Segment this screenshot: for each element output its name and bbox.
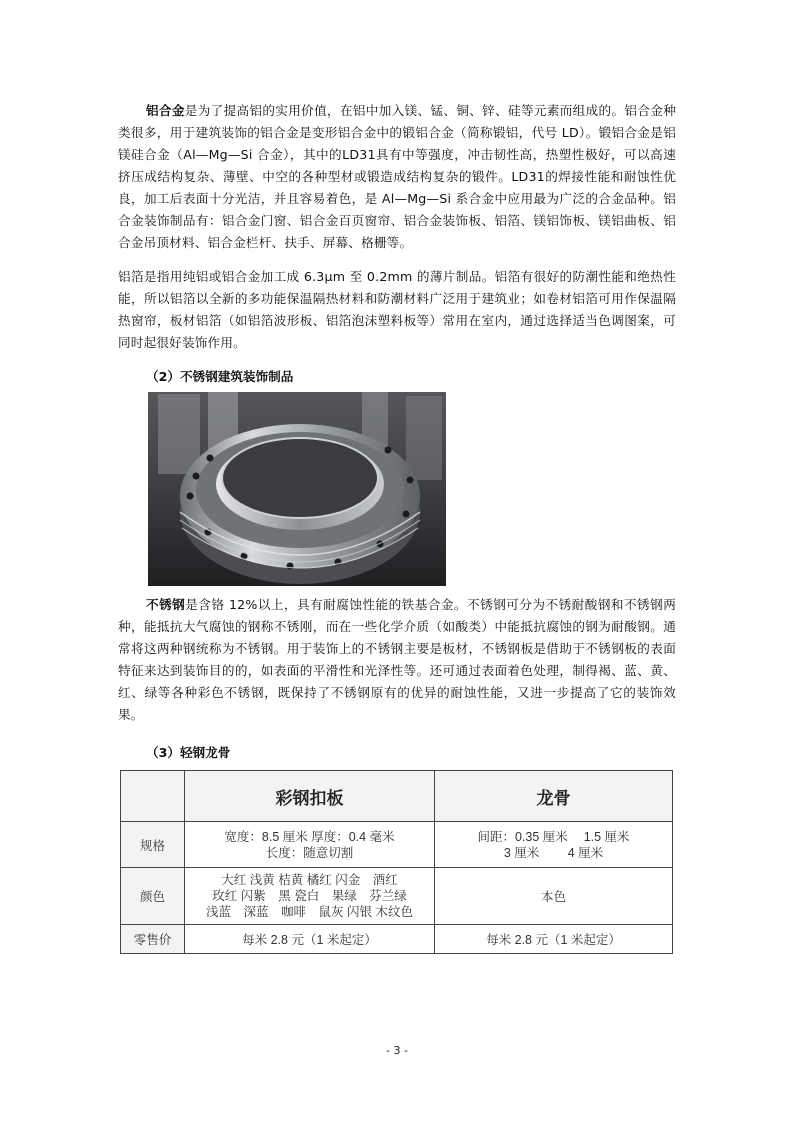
- row-label-color: 颜色: [121, 868, 185, 925]
- panel-color-line: 大红 浅黄 桔黄 橘红 闪金 酒红: [221, 873, 398, 887]
- row-label-price: 零售价: [121, 925, 185, 954]
- stainless-paragraph: [118, 594, 676, 726]
- panel-price-cell: 每米 2.8 元（1 米起定）: [185, 925, 435, 954]
- table-header-row: [121, 771, 673, 822]
- panel-spec-line: 宽度：8.5 厘米 厚度：0.4 毫米: [224, 829, 395, 844]
- table-header-keel: 龙骨: [435, 771, 673, 822]
- table-row: [121, 925, 673, 954]
- section-3-heading: （3）轻钢龙骨: [146, 745, 231, 760]
- aluminum-body: 是为了提高铝的实用价值，在铝中加入镁、锰、铜、锌、硅等元素而组成的。铝合金种类很多，用于建筑装饰的铝合金是变形铝合金中的锻铝合金（简称锻铝，代号 LD）。锻铝合金是铝镁硅合金（Al—Mg—Si 合金），其中的LD31具有中等强度，冲击韧性高，热塑性极好，可以高速挤压成结构复杂、薄壁、中空的各种型材或锻造成结构复杂的锻件。LD31的焊接性能和耐蚀性优良，加工后表面十分光洁，并且容易着色，是 Al—Mg—Si 系合金中应用最为广泛的合金品种。铝合金装饰制品有：铝合金门窗、铝合金百页窗帘、铝合金装饰板、铝箔、镁铝饰板、镁铝曲板、铝合金吊顶材料、铝合金栏杆、扶手、屏幕、格栅等。: [118, 103, 676, 250]
- keel-color-cell: 本色: [435, 868, 673, 925]
- foil-paragraph: 铝箔是指用纯铝或铝合金加工成 6.3μm 至 0.2mm 的薄片制品。铝箔有很好的防潮性能和绝热性能，所以铝箔以全新的多功能保温隔热材料和防潮材料广泛用于建筑业；如卷材铝箔可用作保温隔热窗帘，板材铝箔（如铝箔波形板、铝箔泡沫塑料板等）常用在室内，通过选择适当色调图案，可同时起很好装饰作用。: [118, 269, 676, 350]
- stainless-term: 不锈钢: [146, 597, 186, 612]
- page-number: - 3 -: [386, 1044, 408, 1057]
- aluminum-paragraph: [118, 100, 676, 254]
- aluminum-term: 铝合金: [146, 103, 185, 118]
- row-label-spec: 规格: [121, 822, 185, 868]
- panel-color-line: 浅蓝 深蓝 咖啡 鼠灰 闪银 木纹色: [206, 905, 413, 919]
- panel-color-line: 玫红 闪紫 黑 瓷白 果绿 芬兰绿: [212, 889, 407, 903]
- stainless-body: 是含铬 12%以上，具有耐腐蚀性能的铁基合金。不锈钢可分为不锈耐酸钢和不锈钢两种，能抵抗大气腐蚀的钢称不锈刚，而在一些化学介质（如酸类）中能抵抗腐蚀的钢为耐酸钢。通常将这两种钢统称为不锈钢。用于装饰上的不锈钢主要是板材，不锈钢板是借助于不锈钢板的表面特征来达到装饰目的的，如表面的平滑性和光泽性等。还可通过表面着色处理，制得褐、蓝、黄、红、绿等各种彩色不锈钢，既保持了不锈钢原有的优异的耐蚀性能，又进一步提高了它的装饰效果。: [118, 597, 676, 722]
- keel-price-table: [120, 770, 673, 954]
- keel-spec-cell: [435, 822, 673, 868]
- table-row: [121, 822, 673, 868]
- keel-spec-line: 间距：0.35 厘米 1.5 厘米: [477, 829, 630, 844]
- keel-spec-line: 3 厘米 4 厘米: [503, 845, 604, 860]
- panel-spec-line: 长度：随意切割: [265, 845, 354, 860]
- panel-color-cell: [185, 868, 435, 925]
- panel-spec-cell: [185, 822, 435, 868]
- table-row: [121, 868, 673, 925]
- section-2-heading: （2）不锈钢建筑装饰制品: [146, 369, 294, 384]
- flange-illustration: [148, 392, 446, 586]
- stainless-flange-photo: [148, 392, 446, 586]
- table-header-panel: 彩钢扣板: [185, 771, 435, 822]
- keel-price-cell: 每米 2.8 元（1 米起定）: [435, 925, 673, 954]
- table-corner-cell: [121, 771, 185, 822]
